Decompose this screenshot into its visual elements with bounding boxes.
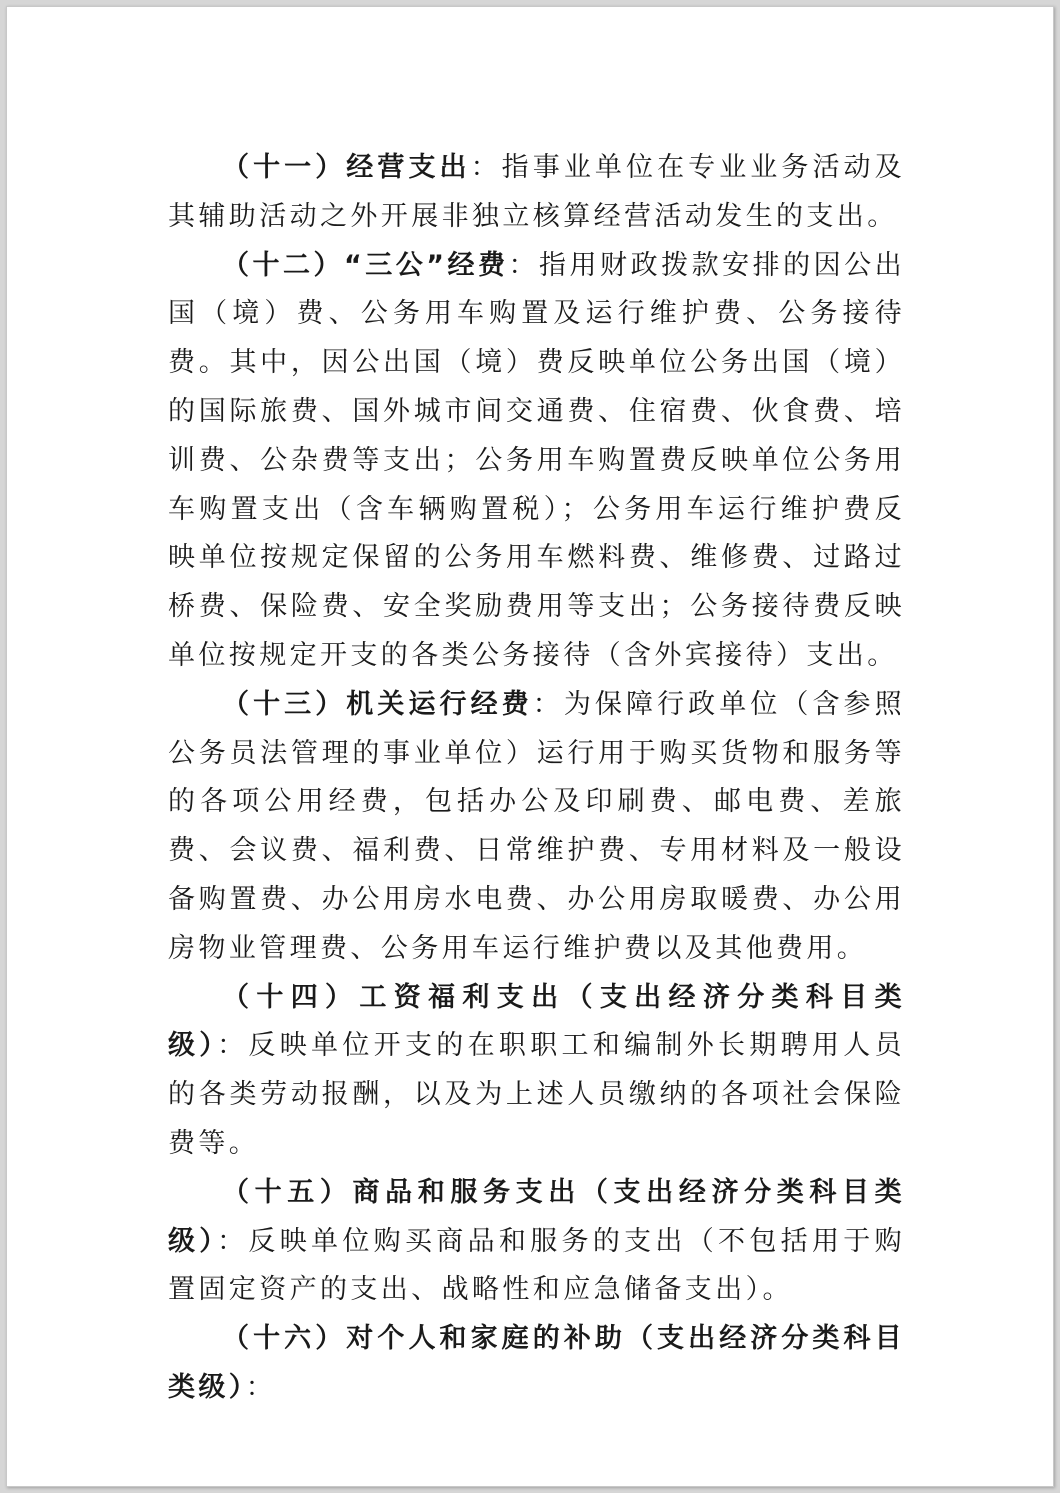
term-agency-operating-funds: （十三）机关运行经费 (222, 688, 533, 720)
paragraph-agency-operating-funds (168, 681, 905, 974)
paragraph-goods-services (168, 1169, 905, 1315)
definition-operating-expenditure: ：指事业单位在专业业务活动及其辅助活动之外开展非独立核算经营活动发生的支出。 (168, 152, 905, 232)
document-body (168, 144, 905, 1413)
term-three-public-expenses: （十二）“三公”经费 (222, 249, 509, 281)
definition-household-subsidies: ： (245, 1371, 277, 1403)
paragraph-operating-expenditure (168, 144, 905, 242)
definition-agency-operating-funds: ：为保障行政单位（含参照公务员法管理的事业单位）运行用于购买货物和服务等的各项公用经费，包括办公及印刷费、邮电费、差旅费、会议费、福利费、日常维护费、专用材料及一般设备购置费、办公用房水电费、办公用房取暖费、办公用房物业管理费、公务用车运行维护费以及其他费用。 (168, 688, 905, 964)
term-household-subsidies: （十六）对个人和家庭的补助（支出经济分类科目类级） (168, 1323, 905, 1403)
paragraph-three-public-expenses (168, 242, 905, 681)
definition-three-public-expenses: ：指用财政拨款安排的因公出国（境）费、公务用车购置及运行维护费、公务接待费。其中，因公出国（境）费反映单位公务出国（境）的国际旅费、国外城市间交通费、住宿费、伙食费、培训费、公杂费等支出；公务用车购置费反映单位公务用车购置支出（含车辆购置税）；公务用车运行维护费反映单位按规定保留的公务用车燃料费、维修费、过路过桥费、保险费、安全奖励费用等支出；公务接待费反映单位按规定开支的各类公务接待（含外宾接待）支出。 (168, 249, 905, 671)
document-page (6, 6, 1054, 1487)
term-operating-expenditure: （十一）经营支出 (222, 152, 471, 183)
definition-goods-services: ：反映单位购买商品和服务的支出（不包括用于购置固定资产的支出、战略性和应急储备支出）。 (168, 1225, 905, 1306)
paragraph-household-subsidies (168, 1315, 905, 1413)
term-goods-services: （十五）商品和服务支出（支出经济分类科目类级） (168, 1176, 905, 1257)
term-wages-welfare: （十四）工资福利支出（支出经济分类科目类级） (168, 981, 905, 1062)
paragraph-wages-welfare (168, 974, 905, 1169)
definition-wages-welfare: ：反映单位开支的在职职工和编制外长期聘用人员的各类劳动报酬，以及为上述人员缴纳的各项社会保险费等。 (168, 1030, 905, 1159)
